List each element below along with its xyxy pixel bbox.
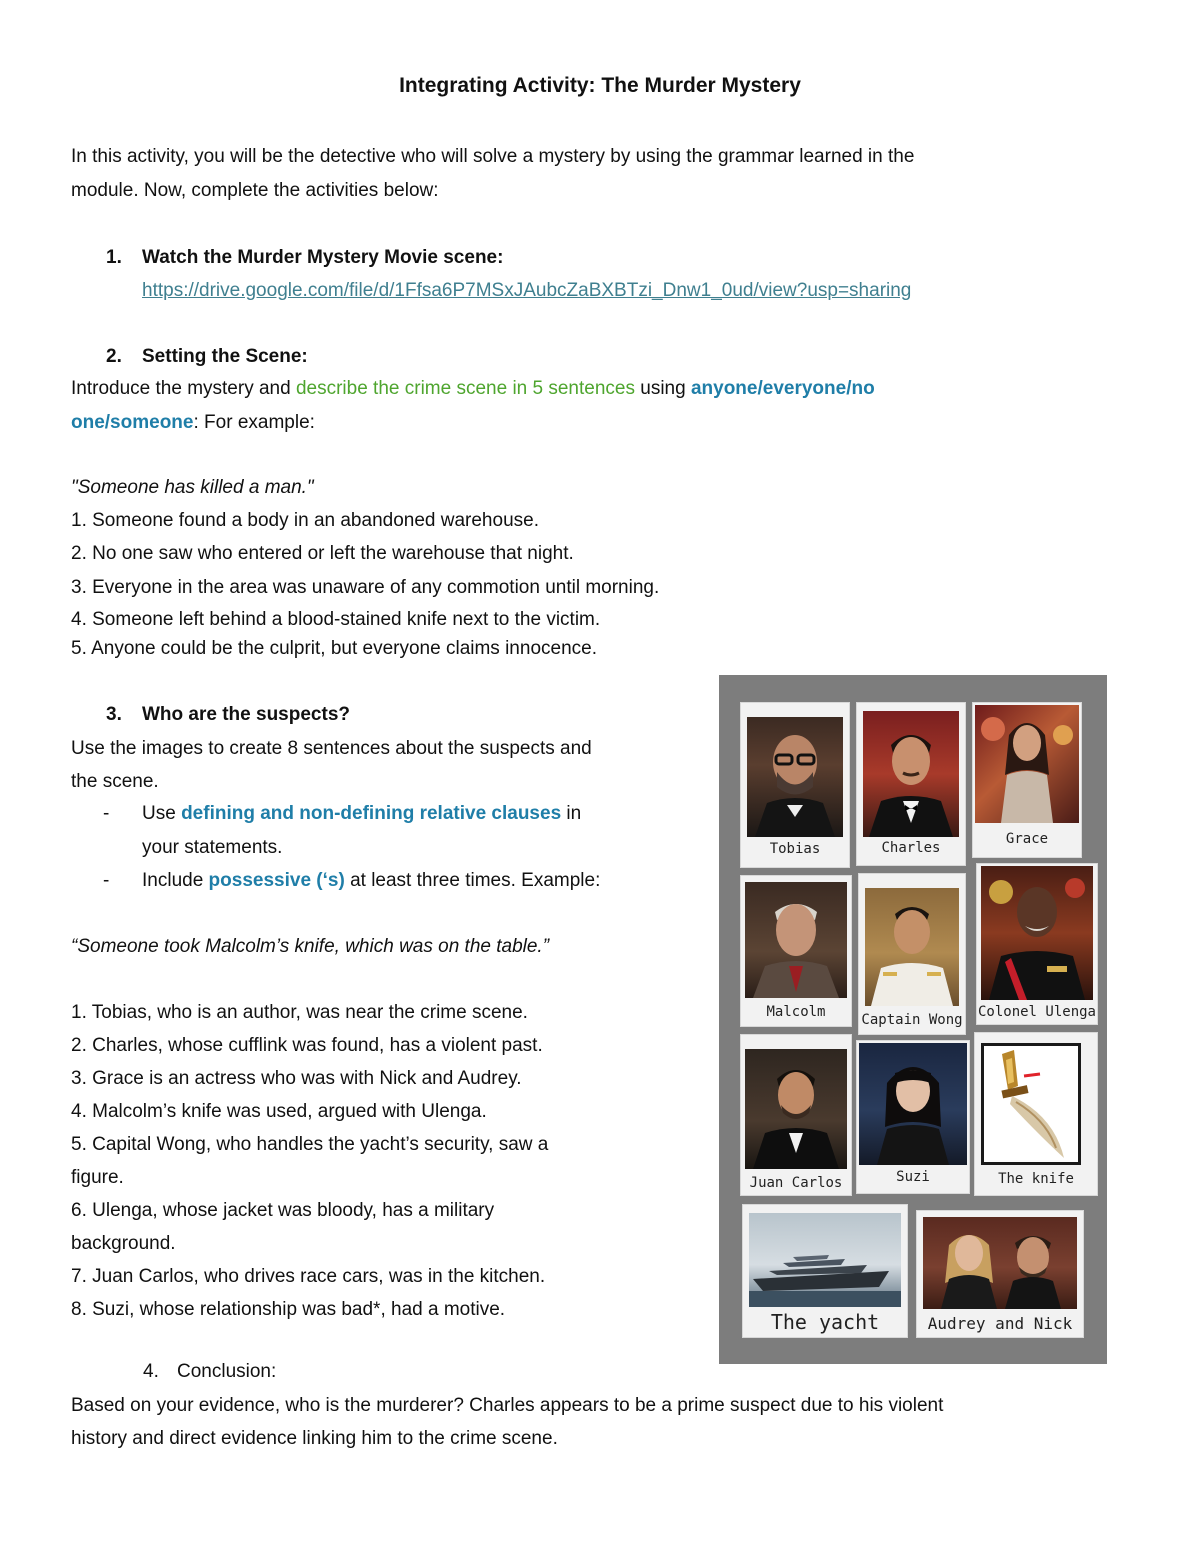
yacht-photo	[749, 1213, 901, 1307]
section-1-heading: Watch the Murder Mystery Movie scene:	[142, 247, 504, 268]
instruction-highlight-green: describe the crime scene in 5 sentences	[295, 378, 635, 399]
charles-photo	[863, 711, 959, 837]
polaroid-malcolm	[741, 876, 851, 1026]
suspect-sentence: background.	[71, 1233, 176, 1254]
caption-yacht: The yacht	[770, 1310, 880, 1334]
section-1-number: 1.	[106, 247, 122, 268]
colonel-ulenga-photo	[981, 866, 1093, 1000]
bullet-text: Use	[142, 803, 182, 824]
caption-charles: Charles	[881, 840, 941, 856]
section-3-text-2: the scene.	[71, 771, 159, 792]
conclusion-line-2: history and direct evidence linking him to the crime scene.	[71, 1428, 558, 1449]
section-2-instruction-line-2	[71, 411, 315, 435]
section-3-text-1: Use the images to create 8 sentences about the suspects and	[71, 738, 592, 759]
page-title: Integrating Activity: The Murder Mystery	[399, 74, 801, 97]
scene-sentence: 5. Anyone could be the culprit, but everyone claims innocence.	[71, 638, 597, 659]
section-4-heading: Conclusion:	[177, 1361, 277, 1382]
suspect-sentence: figure.	[71, 1167, 124, 1188]
bullet-text: in	[561, 803, 582, 824]
caption-malcolm: Malcolm	[766, 1004, 826, 1020]
scene-sentence: 4. Someone left behind a blood-stained knife next to the victim.	[71, 609, 601, 630]
juan-carlos-photo	[745, 1049, 847, 1169]
section-2-example: "Someone has killed a man."	[71, 477, 314, 498]
instruction-highlight-blue: anyone/everyone/no	[690, 378, 875, 399]
suspect-sentence: 2. Charles, whose cufflink was found, has a violent past.	[71, 1035, 543, 1056]
section-3-example: “Someone took Malcolm’s knife, which was on the table.”	[71, 936, 550, 957]
suspects-collage	[719, 675, 1107, 1364]
caption-captain-wong: Captain Wong	[861, 1012, 963, 1028]
section-2-instruction-line-1	[71, 377, 875, 401]
caption-suzi: Suzi	[896, 1169, 930, 1185]
caption-knife: The knife	[998, 1171, 1074, 1187]
grace-photo	[975, 705, 1079, 823]
polaroid-tobias	[741, 703, 849, 867]
section-2-number: 2.	[106, 346, 122, 367]
section-2-heading: Setting the Scene:	[142, 346, 308, 367]
suspect-sentence: 6. Ulenga, whose jacket was bloody, has a military	[71, 1200, 495, 1221]
suspect-sentence: 7. Juan Carlos, who drives race cars, was in the kitchen.	[71, 1266, 546, 1287]
bullet-highlight-blue: defining and non-defining relative clauses	[181, 803, 562, 824]
suspect-sentence: 1. Tobias, who is an author, was near the crime scene.	[71, 1002, 528, 1023]
scene-sentence: 1. Someone found a body in an abandoned warehouse.	[71, 510, 539, 531]
polaroid-knife	[975, 1033, 1097, 1195]
instruction-highlight-blue: one/someone	[71, 412, 194, 433]
captain-wong-photo	[865, 888, 959, 1006]
movie-scene-link[interactable]: https://drive.google.com/file/d/1Ffsa6P7MSxJAubcZaBXBTzi_Dnw1_0ud/view?usp=sharing	[142, 280, 912, 301]
polaroid-captain-wong	[859, 874, 965, 1034]
bullet-dash: -	[103, 803, 110, 824]
bullet-1-line-2: your statements.	[142, 837, 283, 858]
bullet-2-line	[142, 869, 600, 893]
polaroid-yacht	[743, 1205, 907, 1337]
instruction-text: : For example:	[193, 412, 315, 433]
bullet-text: Include	[142, 870, 209, 891]
tobias-photo	[747, 717, 843, 837]
bullet-text: at least three times. Example:	[344, 870, 601, 891]
caption-juan-carlos: Juan Carlos	[749, 1175, 843, 1191]
scene-sentence: 3. Everyone in the area was unaware of any commotion until morning.	[71, 577, 660, 598]
knife-photo	[981, 1043, 1081, 1165]
section-3-number: 3.	[106, 704, 122, 725]
caption-colonel-ulenga: Colonel Ulenga	[977, 1004, 1096, 1020]
suspect-sentence: 8. Suzi, whose relationship was bad*, had a motive.	[71, 1299, 506, 1320]
suzi-photo	[859, 1043, 967, 1165]
intro-line-1: In this activity, you will be the detective who will solve a mystery by using the grammar learned in the	[71, 146, 915, 167]
suspect-sentence: 3. Grace is an actress who was with Nick and Audrey.	[71, 1068, 522, 1089]
section-3-heading: Who are the suspects?	[142, 704, 350, 725]
instruction-text: Introduce the mystery and	[71, 378, 296, 399]
polaroid-colonel-ulenga	[977, 864, 1097, 1024]
caption-audrey-and-nick: Audrey and Nick	[927, 1314, 1073, 1333]
suspect-sentence: 5. Capital Wong, who handles the yacht’s security, saw a	[71, 1134, 549, 1155]
caption-grace: Grace	[1005, 831, 1049, 847]
section-1-link-line	[142, 279, 911, 303]
caption-tobias: Tobias	[769, 841, 821, 857]
bullet-dash: -	[103, 870, 110, 891]
malcolm-photo	[745, 882, 847, 998]
scene-sentence: 2. No one saw who entered or left the warehouse that night.	[71, 543, 574, 564]
suspect-sentence: 4. Malcolm’s knife was used, argued with Ulenga.	[71, 1101, 487, 1122]
polaroid-grace	[973, 703, 1081, 857]
polaroid-suzi	[857, 1041, 969, 1193]
audrey-and-nick-photo	[923, 1217, 1077, 1309]
instruction-text: using	[634, 378, 691, 399]
intro-line-2: module. Now, complete the activities below:	[71, 180, 439, 201]
polaroid-charles	[857, 703, 965, 865]
conclusion-line-1: Based on your evidence, who is the murderer? Charles appears to be a prime suspect due to his violent	[71, 1395, 944, 1416]
section-4-number: 4.	[143, 1361, 159, 1382]
bullet-highlight-blue: possessive (‘s)	[208, 870, 345, 891]
bullet-1-line-1	[142, 802, 581, 826]
polaroid-juan-carlos	[741, 1035, 851, 1195]
polaroid-audrey-and-nick	[917, 1211, 1083, 1337]
